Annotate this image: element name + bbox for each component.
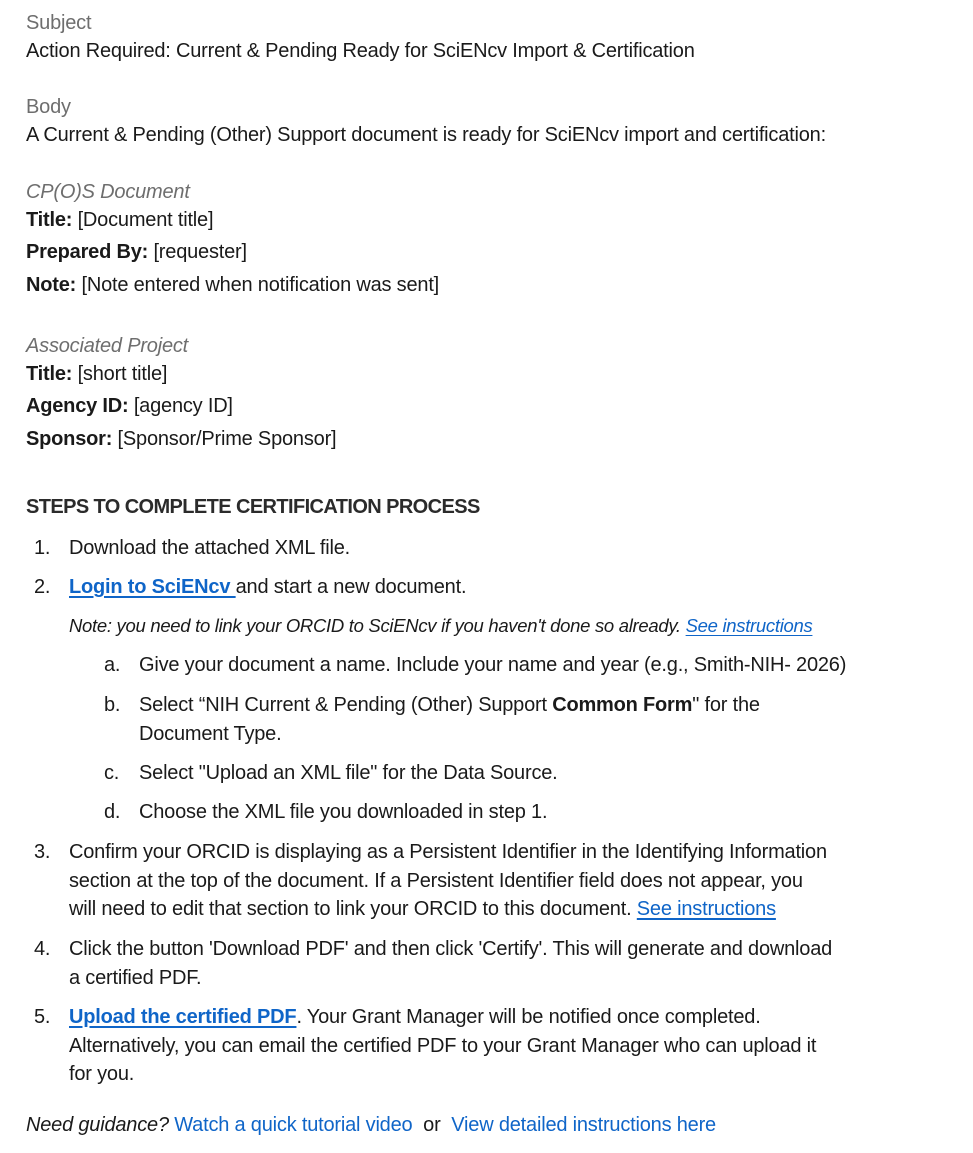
field-value: [agency ID] (128, 395, 233, 417)
field-label: Title: (26, 209, 73, 231)
note-text: Note: you need to link your ORCID to SciENcv if you haven't done so already. (69, 615, 686, 636)
detailed-instructions-link[interactable]: View detailed instructions here (451, 1114, 716, 1136)
step-1 (0, 534, 973, 563)
substep-text: Choose the XML file you downloaded in step 1. (139, 801, 548, 823)
field-label: Prepared By: (26, 241, 149, 263)
field-value: [short title] (72, 363, 168, 385)
substep-text: Select “NIH Current & Pending (Other) Support (139, 694, 553, 716)
field-label: Agency ID: (26, 395, 129, 417)
substep-letter: d. (104, 801, 121, 823)
substep-c (0, 759, 973, 788)
step-number: 4. (34, 938, 51, 960)
step-3 (0, 838, 973, 924)
project-agency-id-field (26, 392, 233, 420)
body-intro: A Current & Pending (Other) Support document is ready for SciENcv import and certification: (26, 124, 826, 146)
step-text: and start a new document. (235, 576, 467, 598)
orcid-instructions-link[interactable]: See instructions (685, 615, 813, 636)
substep-text-line2: Document Type. (139, 722, 282, 745)
orcid-link-instructions-link[interactable]: See instructions (636, 898, 776, 920)
document-note-field (26, 271, 439, 299)
substep-b (0, 691, 973, 748)
body-label: Body (26, 96, 71, 118)
step-text: for you. (69, 1063, 135, 1085)
project-sponsor-field (26, 425, 336, 453)
step-number: 5. (34, 1006, 51, 1028)
step-2 (0, 573, 973, 602)
step-number: 1. (34, 537, 51, 559)
step-text: Alternatively, you can email the certified PDF to your Grant Manager who can upload it (69, 1034, 817, 1057)
guidance-prompt: Need guidance? (26, 1114, 169, 1136)
document-prepared-by-field (26, 238, 247, 266)
substep-letter: b. (104, 694, 121, 716)
step-number: 3. (34, 841, 51, 863)
step-text: will need to edit that section to link your ORCID to this document. (69, 898, 637, 920)
step-text: Download the attached XML file. (69, 537, 351, 559)
step-number: 2. (34, 576, 51, 598)
subject-value: Action Required: Current & Pending Ready for SciENcv Import & Certification (26, 40, 695, 62)
field-value: [Document title] (72, 209, 214, 231)
step-2-note (0, 613, 973, 639)
tutorial-video-link[interactable]: Watch a quick tutorial video (174, 1114, 413, 1136)
field-value: [Sponsor/Prime Sponsor] (112, 428, 337, 450)
step-4 (0, 935, 973, 992)
step-text: a certified PDF. (69, 966, 202, 989)
project-heading: Associated Project (26, 335, 189, 357)
subject-label: Subject (26, 12, 92, 34)
step-text: section at the top of the document. If a Persistent Identifier field does not appear, you (69, 869, 803, 892)
substep-text: " for the (692, 694, 760, 716)
step-5 (0, 1003, 973, 1089)
substep-bold-text: Common Form (552, 694, 693, 716)
guidance-line (26, 1111, 716, 1139)
field-value: [requester] (148, 241, 247, 263)
document-heading: CP(O)S Document (26, 181, 190, 203)
step-text: . Your Grant Manager will be notified once completed. (296, 1006, 761, 1028)
substep-a (0, 651, 973, 680)
document-title-field (26, 206, 213, 234)
upload-certified-pdf-link[interactable]: Upload the certified PDF (69, 1006, 297, 1028)
substep-text: Give your document a name. Include your name and year (e.g., Smith-NIH- 2026) (139, 654, 847, 676)
substep-letter: a. (104, 654, 121, 676)
login-to-sciencv-link[interactable]: Login to SciENcv (69, 576, 236, 598)
substep-d (0, 798, 973, 827)
step-text: Click the button 'Download PDF' and then click 'Certify'. This will generate and download (69, 938, 833, 960)
field-label: Title: (26, 363, 73, 385)
substep-letter: c. (104, 762, 120, 784)
guidance-or: or (423, 1114, 441, 1136)
substep-text: Select "Upload an XML file" for the Data Source. (139, 762, 558, 784)
steps-heading: STEPS TO COMPLETE CERTIFICATION PROCESS (26, 496, 480, 518)
step-text: Confirm your ORCID is displaying as a Persistent Identifier in the Identifying Information (69, 841, 827, 863)
field-value: [Note entered when notification was sent] (76, 274, 440, 296)
project-title-field (26, 360, 167, 388)
field-label: Sponsor: (26, 428, 113, 450)
field-label: Note: (26, 274, 77, 296)
